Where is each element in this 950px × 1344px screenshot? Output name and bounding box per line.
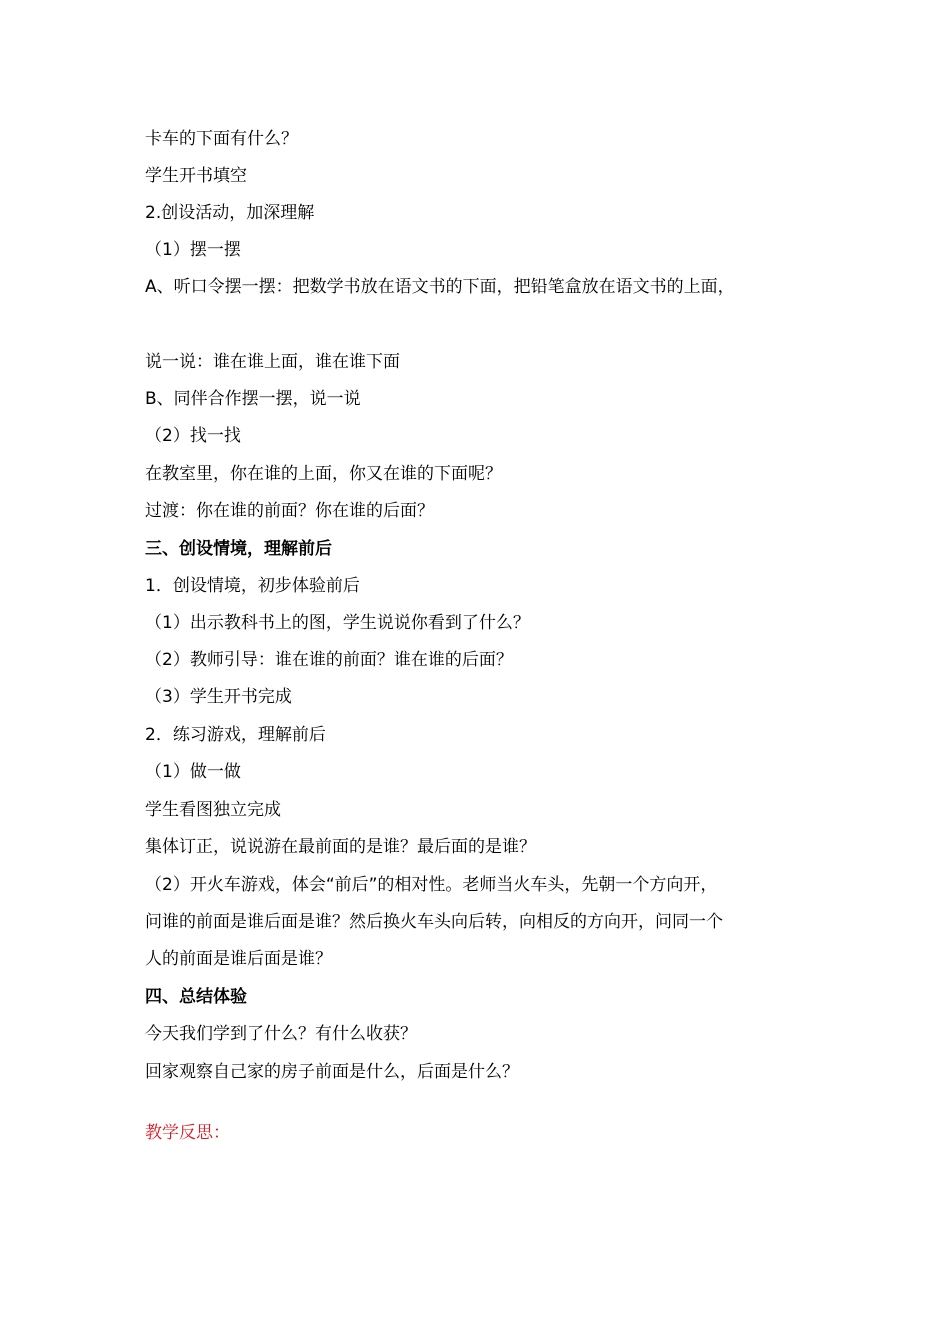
text-line: （1）摆一摆 [145,240,241,260]
text-line: （1）做一做 [145,762,241,782]
text-line: （3）学生开书完成 [145,687,292,707]
section-heading: 三、创设情境，理解前后 [145,539,332,559]
text-line: 在教室里，你在谁的上面，你又在谁的下面呢？ [145,464,502,484]
text-line: 今天我们学到了什么？有什么收获？ [145,1024,417,1044]
text-line: 说一说：谁在谁上面，谁在谁下面 [145,352,400,372]
text-line: A、听口令摆一摆：把数学书放在语文书的下面，把铅笔盒放在语文书的上面， [145,277,735,297]
text-line: （2）教师引导：谁在谁的前面？谁在谁的后面？ [145,650,513,670]
text-line: 问谁的前面是谁后面是谁？然后换火车头向后转，向相反的方向开，问同一个 [145,912,723,932]
text-line: 人的前面是谁后面是谁？ [145,949,332,969]
text-line: （1）出示教科书上的图，学生说说你看到了什么？ [145,613,530,633]
text-line: （2）找一找 [145,426,241,446]
text-line: 过渡：你在谁的前面？你在谁的后面？ [145,501,434,521]
section-heading: 四、总结体验 [145,987,247,1007]
teaching-reflection-label: 教学反思： [145,1123,230,1143]
text-line: 学生开书填空 [145,166,247,186]
text-line: 1．创设情境，初步体验前后 [145,576,360,596]
text-line: 2．练习游戏，理解前后 [145,725,326,745]
text-line: B、同伴合作摆一摆，说一说 [145,389,361,409]
text-line: 集体订正，说说游在最前面的是谁？最后面的是谁？ [145,837,536,857]
text-line: （2）开火车游戏，体会“前后”的相对性。老师当火车头，先朝一个方向开， [145,875,718,895]
text-line: 2.创设活动，加深理解 [145,203,315,223]
text-line: 回家观察自己家的房子前面是什么，后面是什么？ [145,1062,519,1082]
text-line: 学生看图独立完成 [145,800,281,820]
text-line: 卡车的下面有什么？ [145,129,298,149]
